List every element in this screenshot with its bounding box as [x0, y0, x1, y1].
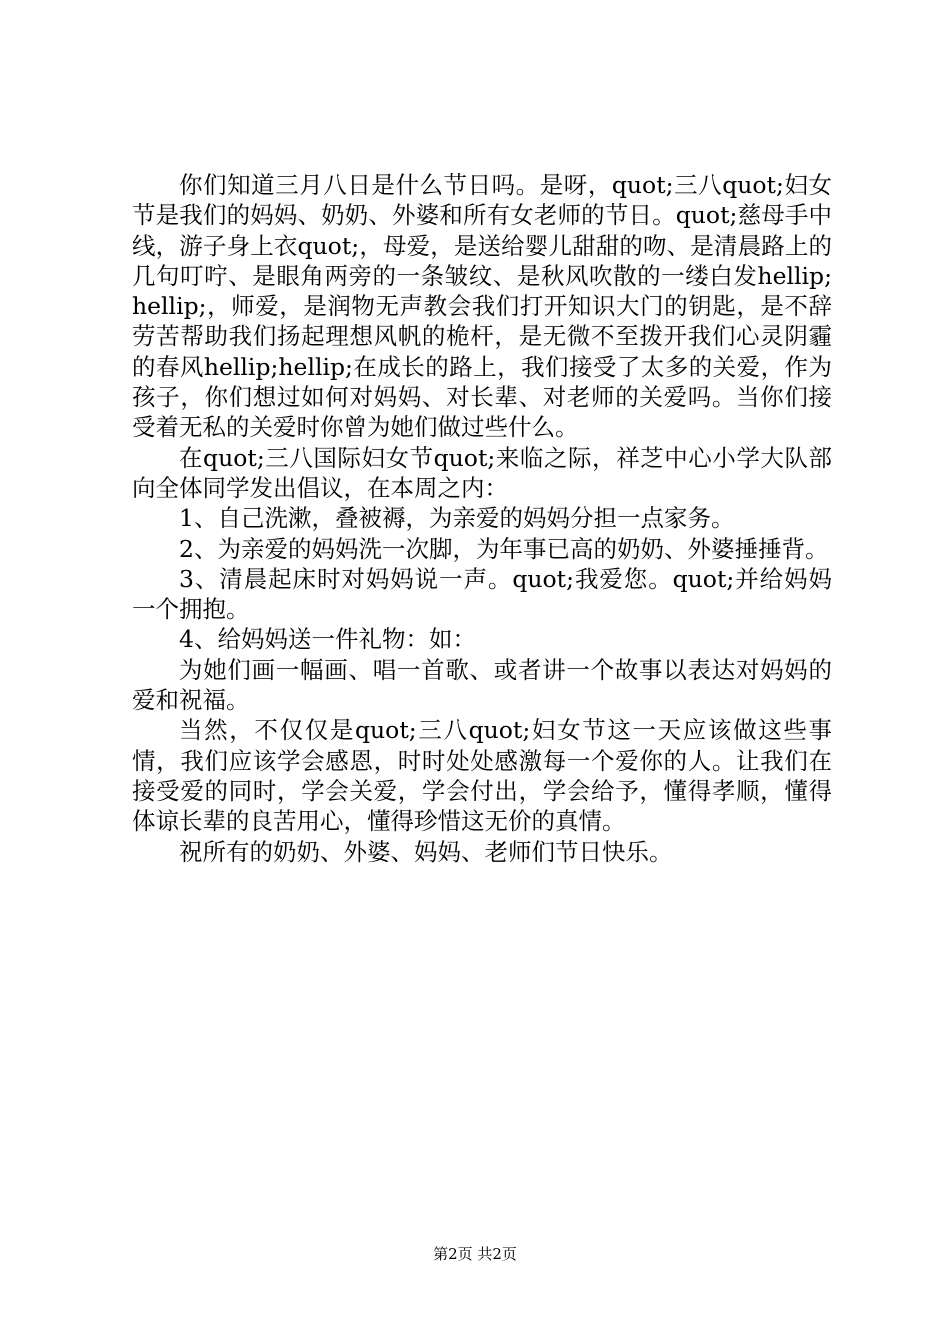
paragraph-gratitude: 当然，不仅仅是quot;三八quot;妇女节这一天应该做这些事情，我们应该学会感恩，时时处处感激每一个爱你的人。让我们在接受爱的同时，学会关爱，学会付出，学会给予，懂得孝顺，懂得体谅长辈的良苦用心，懂得珍惜这无价的真情。 — [132, 716, 832, 836]
list-item-1: 1、自己洗漱，叠被褥，为亲爱的妈妈分担一点家务。 — [179, 504, 735, 533]
page-number-footer: 第2页 共2页 — [433, 1245, 517, 1263]
list-item-2: 2、为亲爱的妈妈洗一次脚，为年事已高的奶奶、外婆捶捶背。 — [179, 534, 829, 563]
paragraph-intro: 你们知道三月八日是什么节日吗。是呀，quot;三八quot;妇女节是我们的妈妈、奶奶、外婆和所有女老师的节日。quot;慈母手中线，游子身上衣quot;，母爱，是送给婴儿甜甜的吻、是清晨路上的几句叮咛、是眼角两旁的一条皱纹、是秋风吹散的一缕白发hellip;hellip;，师爱，是润物无声教会我们打开知识大门的钥匙，是不辞劳苦帮助我们扬起理想风帆的桅杆，是无微不至拨开我们心灵阴霾的春风hellip;hellip;在成长的路上，我们接受了太多的关爱，作为孩子，你们想过如何对妈妈、对长辈、对老师的关爱吗。当你们接受着无私的关爱时你曾为她们做过些什么。 — [132, 171, 832, 442]
list-item-3: 3、清晨起床时对妈妈说一声。quot;我爱您。quot;并给妈妈一个拥抱。 — [132, 564, 832, 624]
paragraph-closing: 祝所有的奶奶、外婆、妈妈、老师们节日快乐。 — [179, 837, 673, 866]
document-body — [132, 170, 832, 867]
paragraph-initiative: 在quot;三八国际妇女节quot;来临之际，祥芝中心小学大队部向全体同学发出倡议，在本周之内： — [132, 443, 832, 502]
list-item-4: 4、给妈妈送一件礼物：如： — [179, 625, 476, 654]
list-item-4-detail: 为她们画一幅画、唱一首歌、或者讲一个故事以表达对妈妈的爱和祝福。 — [132, 655, 832, 715]
